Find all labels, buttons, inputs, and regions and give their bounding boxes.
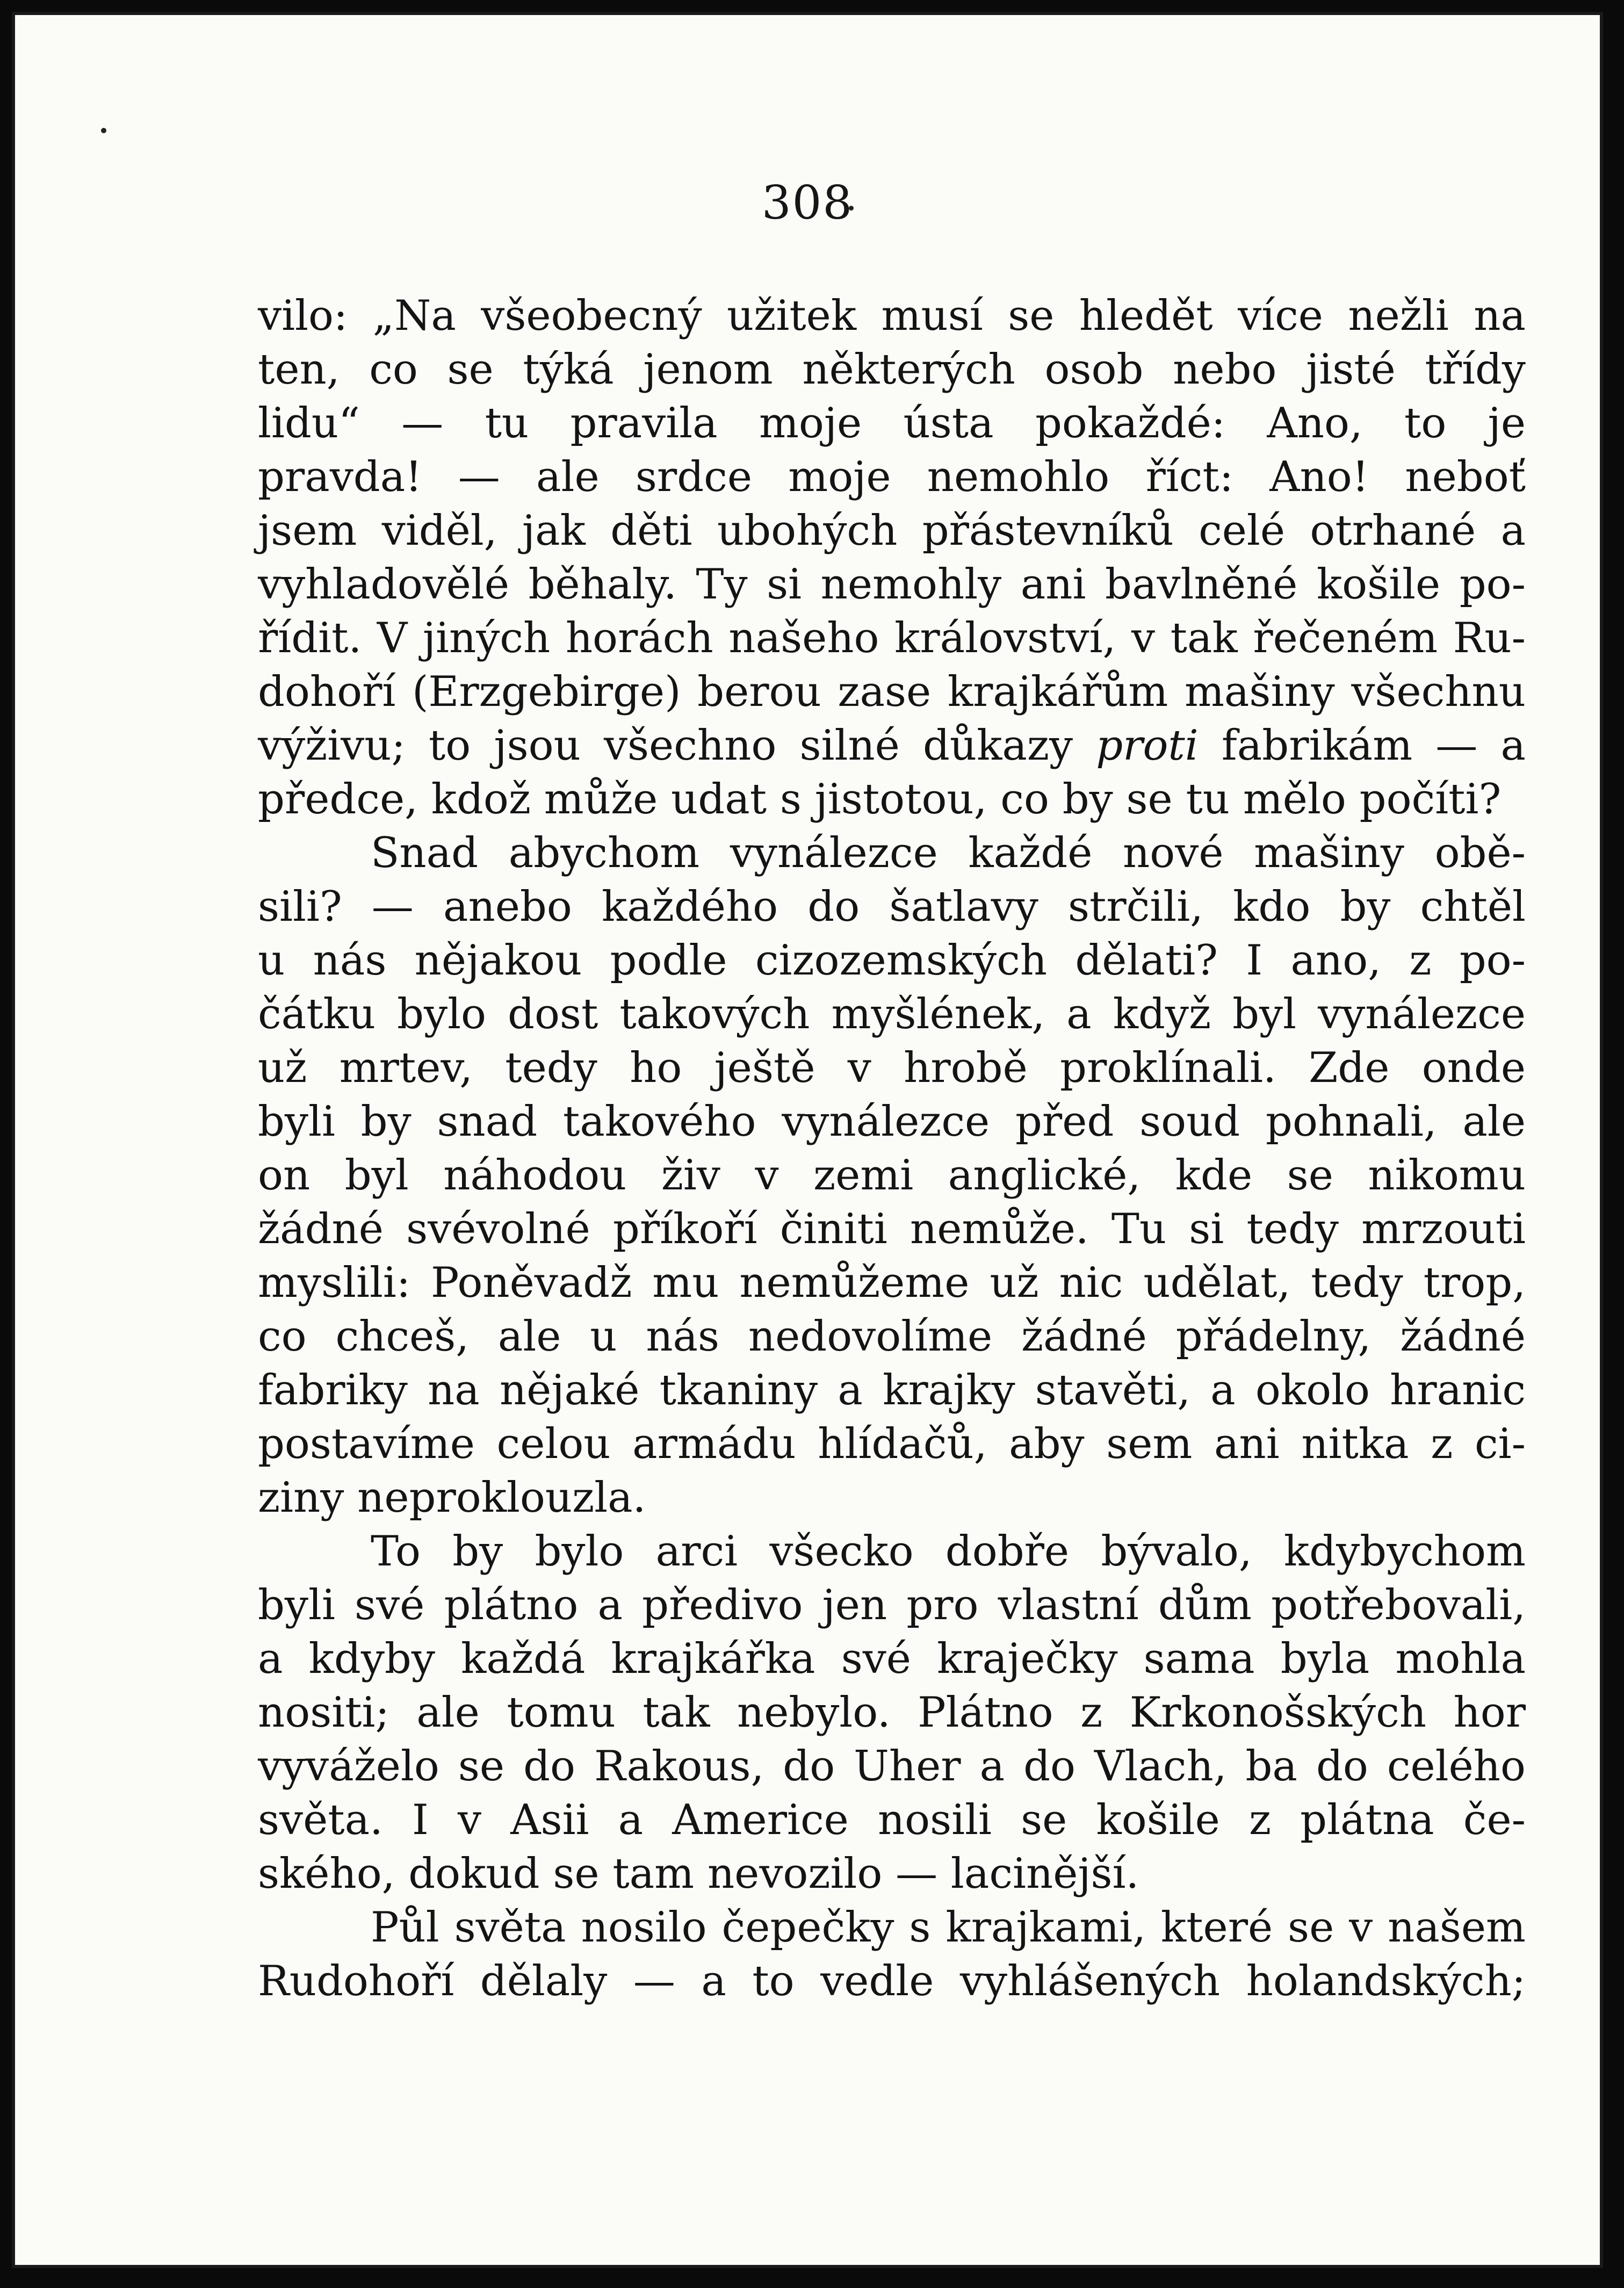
paragraph <box>258 1901 1526 2008</box>
text-line: dohoří (Erzgebirge) berou zase krajkářům mašiny všechnu <box>258 668 1526 716</box>
text-line: pravda! — ale srdce moje nemohlo říct: Ano! neboť <box>258 453 1526 501</box>
text-line: světa. I v Asii a Americe nosili se košile z plátna če- <box>258 1796 1526 1844</box>
text-line: výživu; to jsou všechno silné důkazy proti fabrikám — a <box>258 721 1526 770</box>
body-text <box>258 289 1526 2008</box>
text-line: myslili: Poněvadž mu nemůžeme už nic udělat, tedy trop, <box>258 1259 1526 1307</box>
text-line: vyhladovělé běhaly. Ty si nemohly ani bavlněné košile po- <box>258 560 1526 609</box>
text-line: Půl světa nosilo čepečky s krajkami, které se v našem <box>371 1903 1526 1952</box>
text-line: a kdyby každá krajkářka své kraječky sama byla mohla <box>258 1635 1526 1683</box>
text-line: čátku bylo dost takových myšlének, a když byl vynálezce <box>258 990 1526 1038</box>
text-line: ského, dokud se tam nevozilo — lacinější. <box>258 1850 1139 1898</box>
text-line: jsem viděl, jak děti ubohých přástevníků celé otrhané a <box>258 507 1526 555</box>
text-line: předce, kdož může udat s jistotou, co by se tu mělo počíti? <box>258 775 1502 824</box>
text-line: byli by snad takového vynálezce před soud pohnali, ale <box>258 1098 1526 1146</box>
text-line: lidu“ — tu pravila moje ústa pokaždé: Ano, to je <box>258 399 1526 448</box>
text-line: u nás nějakou podle cizozemských dělati? I ano, z po- <box>258 936 1526 985</box>
text-line: co chceš, ale u nás nedovolíme žádné přádelny, žádné <box>258 1312 1526 1361</box>
text-line: vyváželo se do Rakous, do Uher a do Vlach, ba do celého <box>258 1742 1526 1791</box>
text-line: nositi; ale tomu tak nebylo. Plátno z Krkonošských hor <box>258 1688 1526 1737</box>
paragraph <box>258 826 1526 1525</box>
paragraph <box>258 1525 1526 1901</box>
text-line: žádné svévolné příkoří činiti nemůže. Tu si tedy mrzouti <box>258 1205 1526 1253</box>
text-line: Snad abychom vynálezce každé nové mašiny obě- <box>371 829 1526 877</box>
text-line: řídit. V jiných horách našeho království, v tak řečeném Ru- <box>258 614 1526 662</box>
text-line: už mrtev, tedy ho ještě v hrobě proklínali. Zde onde <box>258 1044 1526 1092</box>
text-line: postavíme celou armádu hlídačů, aby sem ani nitka z ci- <box>258 1420 1526 1468</box>
text-line: fabriky na nějaké tkaniny a krajky stavěti, a okolo hranic <box>258 1366 1526 1414</box>
text-line: ziny neproklouzla. <box>258 1474 646 1522</box>
paragraph <box>258 289 1526 826</box>
text-line: vilo: „Na všeobecný užitek musí se hledět více nežli na <box>258 292 1526 340</box>
text-line: byli své plátno a předivo jen pro vlastní dům potřebovali, <box>258 1581 1526 1629</box>
text-line: on byl náhodou živ v zemi anglické, kde se nikomu <box>258 1151 1526 1200</box>
book-page <box>12 12 1603 2268</box>
text-line: To by bylo arci všecko dobře bývalo, kdybychom <box>371 1527 1526 1576</box>
emphasis: proti <box>1096 721 1199 770</box>
speck <box>101 128 106 133</box>
text-line: Rudohoří dělaly — a to vedle vyhlášených holandských; <box>258 1957 1526 2005</box>
text-line: sili? — anebo každého do šatlavy strčili, kdo by chtěl <box>258 883 1526 931</box>
page-number: 308 <box>761 176 854 230</box>
text-line: ten, co se týká jenom některých osob nebo jisté třídy <box>258 345 1526 394</box>
